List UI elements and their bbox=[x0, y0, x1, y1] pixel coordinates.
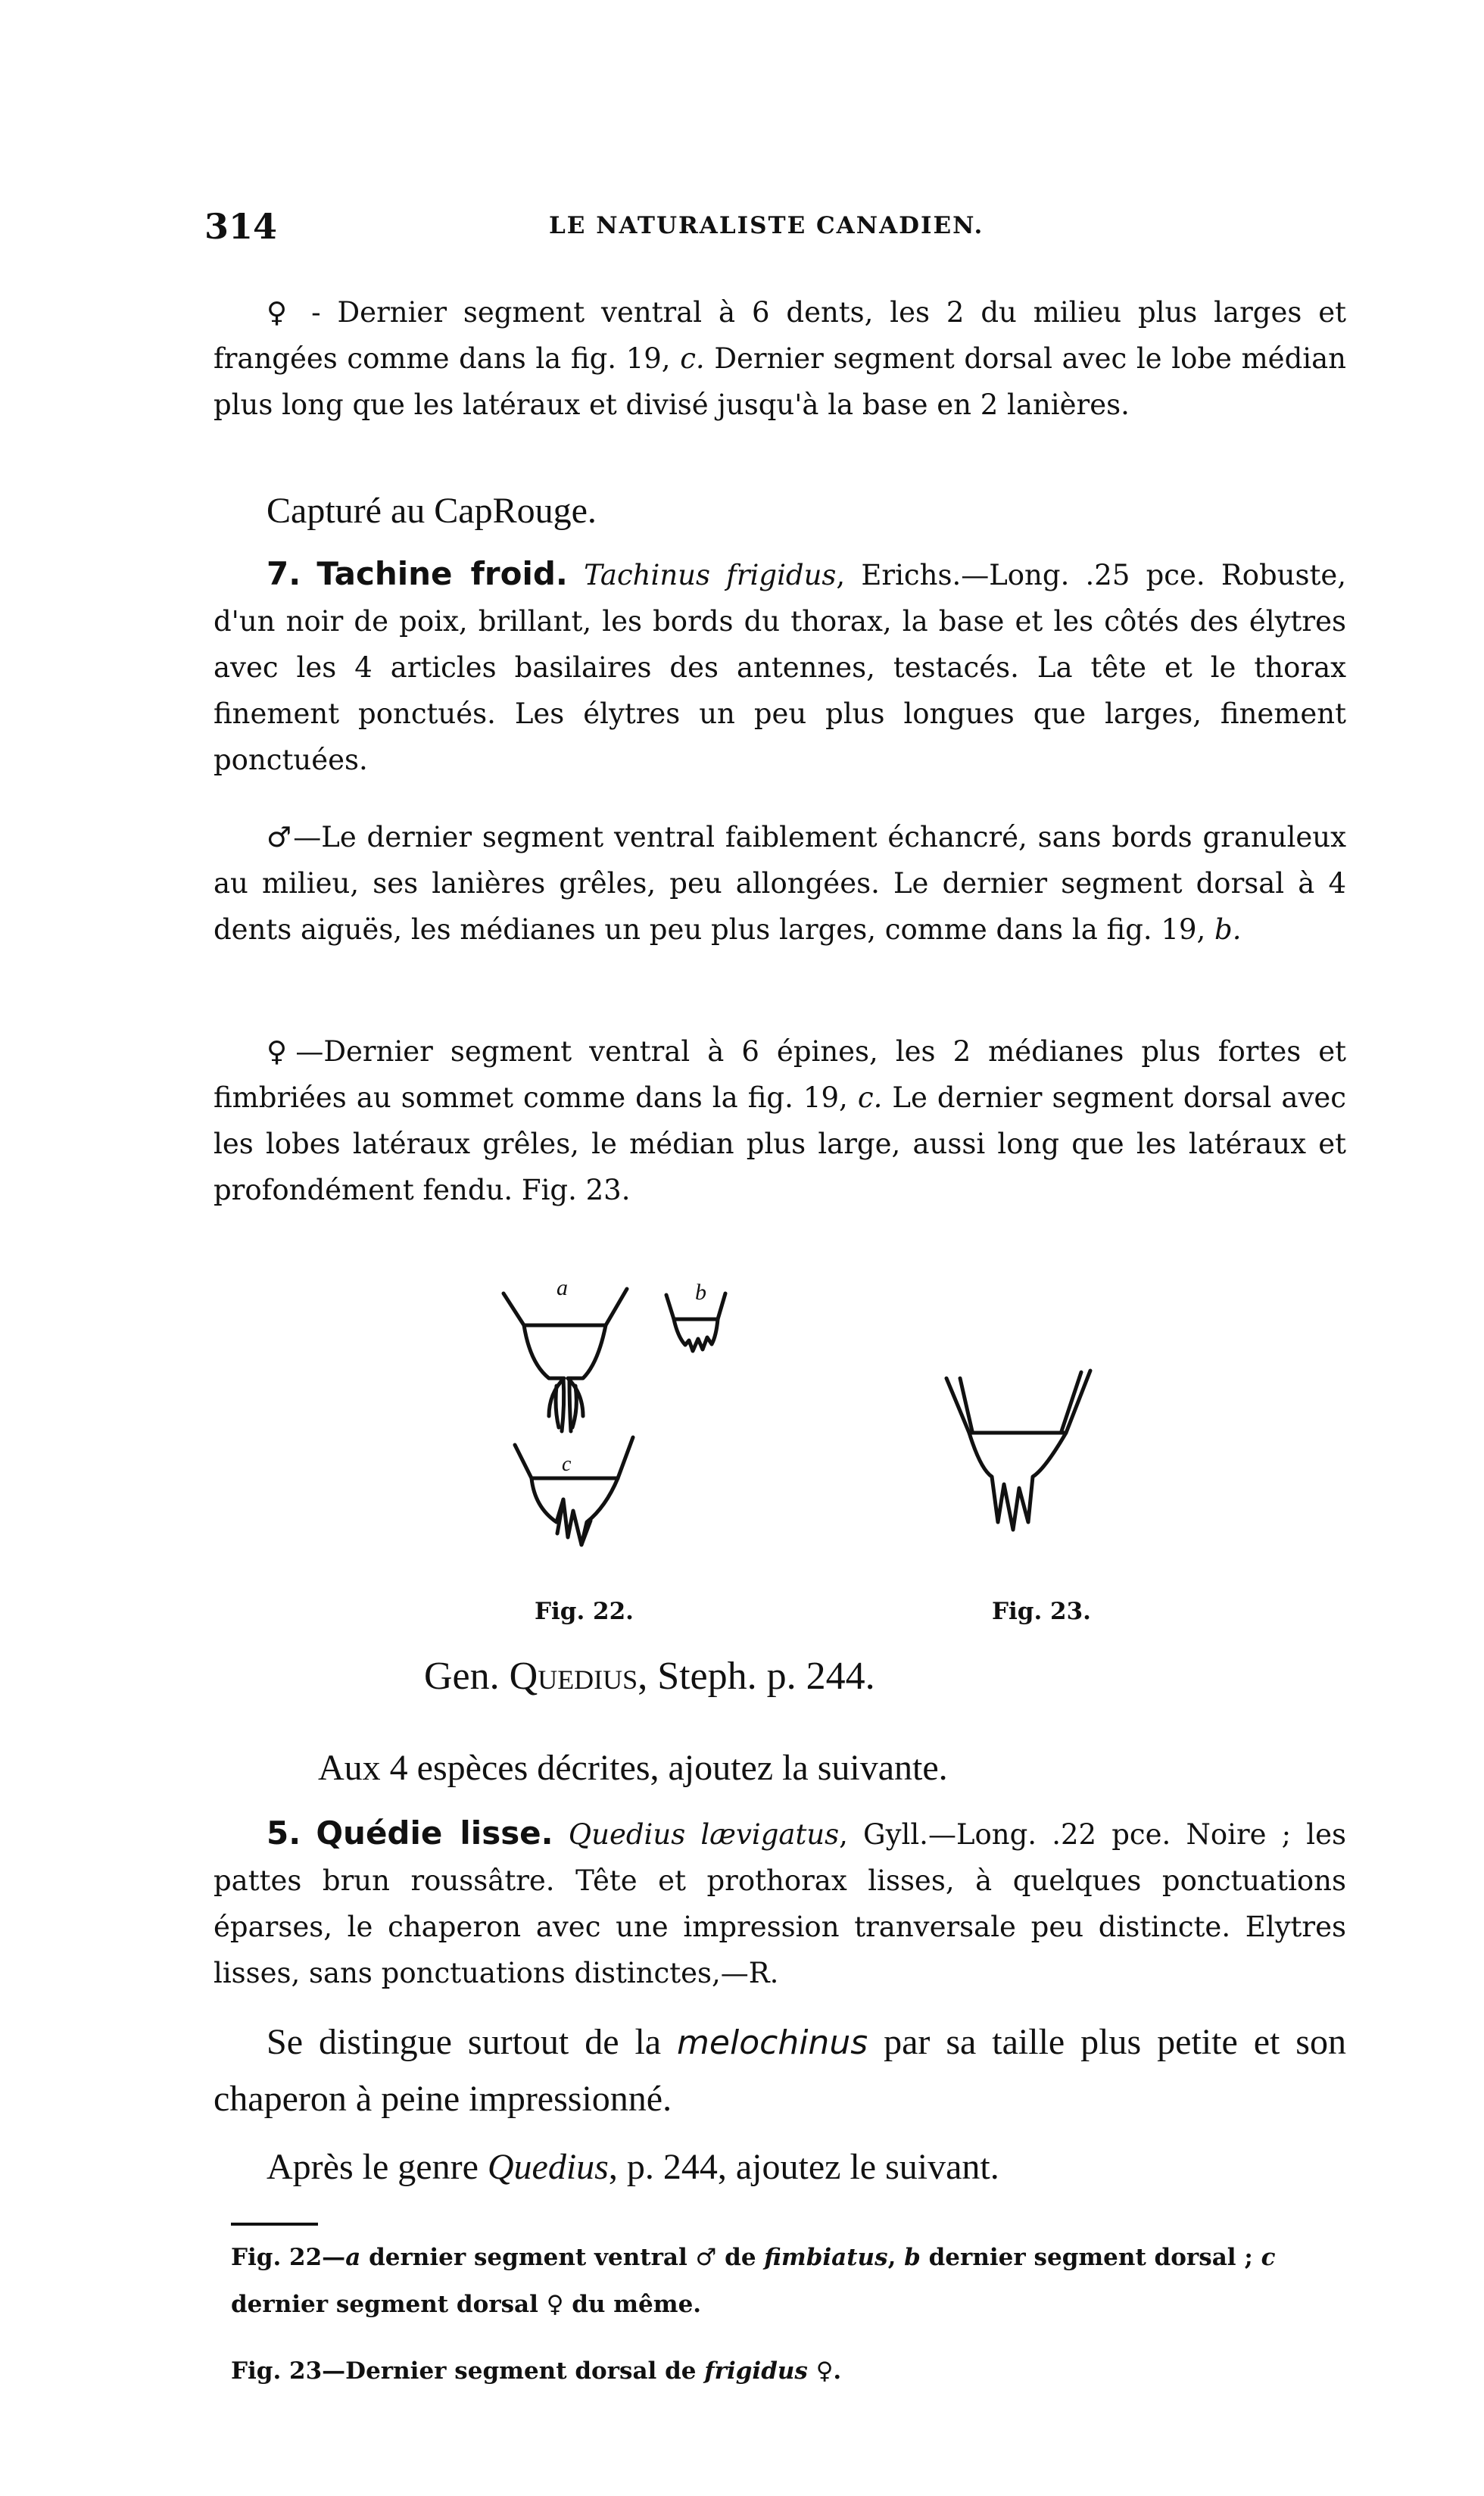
fig22-label-a: a bbox=[556, 1275, 568, 1300]
figure-23-drawing bbox=[939, 1363, 1105, 1560]
paragraph-female: ♀—Dernier segment ventral à 6 épines, les 2 médianes plus fortes et fimbriées au sommet comme dans la fig. 19, c. Le dernier segment dorsal avec les lobes latéraux grêles, le médian plus large, aussi long que les latéraux et profondément fendu. Fig. 23. bbox=[214, 1035, 1346, 1206]
figure-23 bbox=[939, 1363, 1105, 1560]
male-symbol: ♂ bbox=[695, 2244, 717, 2271]
species-5-paragraph: 5. Quédie lisse. Quedius lævigatus, Gyll.—Long. .22 pce. Noire ; les pattes brun roussâtre. Tête et prothorax lisses, à quelques ponctuations éparses, le chaperon avec une impression tranversale peu distincte. Elytres lisses, sans ponctuations distinctes,—R. bbox=[214, 1814, 1347, 1989]
paragraph-male: ♂—Le dernier segment ventral faiblement échancré, sans bords granuleux au milieu, ses lanières grêles, peu allongées. Le dernier segment dorsal à 4 dents aiguës, les médianes un peu plus larges, comme dans la fig. 19, b. bbox=[214, 821, 1347, 946]
capture-locality: Capturé au CapRouge. bbox=[267, 491, 597, 531]
genus-name: Quedius bbox=[509, 1655, 638, 1698]
page-number: 314 bbox=[204, 206, 278, 247]
fig22-label-b: b bbox=[695, 1280, 706, 1305]
figure-22 bbox=[485, 1272, 787, 1590]
species-5-description: Noire ; les pattes brun roussâtre. Tête et prothorax lisses, à quelques ponctuations éparses, le chaperon avec une impression tranversale peu distincte. Elytres lisses, sans ponctuations distinctes,—R. bbox=[214, 1818, 1347, 1989]
figure-22-drawing bbox=[485, 1272, 787, 1590]
footnote-fig23: Fig. 23—Dernier segment dorsal de frigidus ♀. bbox=[231, 2357, 842, 2385]
paragraph-female-segment: ♀ - Dernier segment ventral à 6 dents, les 2 du milieu plus larges et frangées comme dans la fig. 19, c. Dernier segment dorsal avec le lobe médian plus long que les latéraux et divisé jusqu'à la base en 2 lanières. bbox=[214, 296, 1346, 421]
female-symbol: ♀ bbox=[267, 1035, 296, 1068]
add-species-line: Aux 4 espèces décrites, ajoutez la suivante. bbox=[318, 1748, 948, 1788]
footnote-fig22: Fig. 22—a dernier segment ventral ♂ de fimbiatus, b dernier segment dorsal ; c dernier segment dorsal ♀ du même. bbox=[231, 2244, 1276, 2318]
female-symbol: ♀ bbox=[546, 2291, 564, 2318]
running-header bbox=[204, 206, 1348, 247]
species-7-paragraph: 7. Tachine froid. Tachinus frigidus, Erichs.—Long. .25 pce. Robuste, d'un noir de poix, brillant, les bords du thorax, la base et les côtés des élytres avec les 4 articles basilaires des antennes, testacés. La tête et le thorax finement ponctués. Les élytres un peu plus longues que larges, finement ponctuées. bbox=[214, 555, 1347, 776]
female-symbol: ♀ bbox=[267, 296, 295, 329]
species-5-name: Quédie lisse. bbox=[316, 1814, 553, 1852]
distinguish-paragraph: Se distingue surtout de la melochinus par sa taille plus petite et son chaperon à peine impressionné. bbox=[214, 2022, 1346, 2119]
fig23-caption: Fig. 23. bbox=[992, 1598, 1091, 1625]
male-symbol: ♂ bbox=[267, 821, 294, 853]
genus-heading: Gen. Quedius, Steph. p. 244. bbox=[424, 1655, 875, 1698]
after-genus-line: Après le genre Quedius, p. 244, ajoutez le suivant. bbox=[267, 2147, 999, 2187]
footnote-rule bbox=[231, 2223, 318, 2226]
species-7-latin: Tachinus frigidus bbox=[584, 559, 837, 591]
species-5-latin: Quedius lævigatus bbox=[568, 1818, 840, 1851]
species-7-description: Robuste, d'un noir de poix, brillant, les bords du thorax, la base et les côtés des élytres avec les 4 articles basilaires des antennes, testacés. La tête et le thorax finement ponctués. Les élytres un peu plus longues que larges, finement ponctuées. bbox=[214, 559, 1347, 776]
fig22-label-c: c bbox=[562, 1452, 572, 1476]
fig22-caption: Fig. 22. bbox=[535, 1598, 634, 1625]
species-7-name: Tachine froid. bbox=[316, 555, 568, 592]
female-symbol: ♀ bbox=[815, 2357, 834, 2385]
running-title: LE NATURALISTE CANADIEN. bbox=[549, 212, 984, 239]
